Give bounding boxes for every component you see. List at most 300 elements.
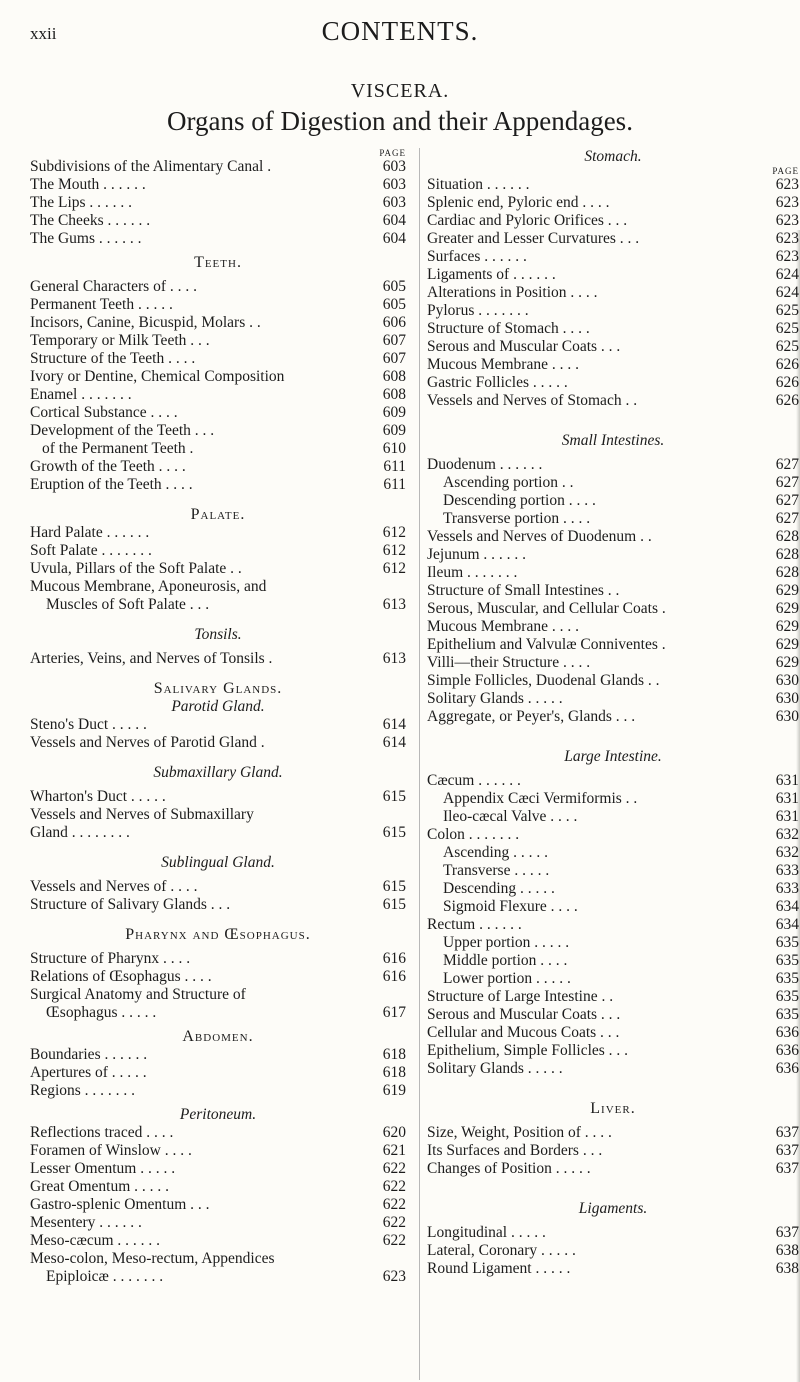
heading-tonsils: Tonsils. bbox=[194, 626, 242, 643]
page-label-right: PAGE bbox=[772, 166, 799, 176]
toc-entry bbox=[427, 708, 799, 726]
toc-entry-text: Eruption of the Teeth . . . . bbox=[30, 476, 193, 493]
toc-entry-text: Middle portion . . . . bbox=[443, 952, 568, 969]
heading-palate: Palate. bbox=[190, 506, 246, 523]
toc-entry-text: Incisors, Canine, Bicuspid, Molars . . bbox=[30, 314, 261, 331]
toc-entry-page: 637 bbox=[775, 1142, 799, 1159]
toc-entry-text: Mucous Membrane . . . . bbox=[427, 618, 579, 635]
toc-entry bbox=[30, 176, 406, 194]
toc-entry bbox=[427, 934, 799, 952]
toc-entry-text: Meso-colon, Meso-rectum, Appendices bbox=[30, 1250, 275, 1267]
toc-entry bbox=[30, 212, 406, 230]
toc-entry-page: 626 bbox=[775, 374, 799, 391]
toc-entry-text: Gastro-splenic Omentum . . . bbox=[30, 1196, 210, 1213]
toc-entry-page: 610 bbox=[382, 440, 406, 457]
toc-entry-text: The Mouth . . . . . . bbox=[30, 176, 146, 193]
toc-entry bbox=[427, 528, 799, 546]
toc-entry-page: 630 bbox=[775, 690, 799, 707]
toc-entry-page: 613 bbox=[382, 650, 406, 667]
toc-entry bbox=[30, 968, 406, 986]
toc-entry-page: 629 bbox=[775, 636, 799, 653]
toc-entry-text: Changes of Position . . . . . bbox=[427, 1160, 591, 1177]
toc-entry-page: 615 bbox=[382, 896, 406, 913]
toc-entry-text: Growth of the Teeth . . . . bbox=[30, 458, 186, 475]
toc-entry bbox=[427, 474, 799, 492]
right-column bbox=[427, 148, 799, 1278]
toc-entry-page: 608 bbox=[382, 368, 406, 385]
toc-entry-text: Descending . . . . . bbox=[443, 880, 555, 897]
toc-entry-text: Descending portion . . . . bbox=[443, 492, 596, 509]
toc-entry bbox=[427, 1042, 799, 1060]
toc-entry-text: The Gums . . . . . . bbox=[30, 230, 142, 247]
toc-entry bbox=[427, 826, 799, 844]
toc-entry bbox=[30, 368, 406, 386]
toc-entry bbox=[30, 560, 406, 578]
toc-entry-text: Solitary Glands . . . . . bbox=[427, 690, 563, 707]
toc-entry-page: 622 bbox=[382, 1178, 406, 1195]
toc-entry bbox=[427, 1160, 799, 1178]
toc-entry bbox=[30, 1004, 406, 1022]
toc-entry bbox=[427, 564, 799, 582]
toc-entry-page: 625 bbox=[775, 302, 799, 319]
toc-entry-page: 629 bbox=[775, 600, 799, 617]
toc-entry bbox=[427, 392, 799, 410]
toc-entry bbox=[427, 1142, 799, 1160]
toc-entry-text: Serous and Muscular Coats . . . bbox=[427, 1006, 621, 1023]
toc-entry-page: 614 bbox=[382, 734, 406, 751]
toc-entry-page: 637 bbox=[775, 1124, 799, 1141]
toc-entry bbox=[30, 578, 406, 596]
toc-entry bbox=[30, 278, 406, 296]
toc-entry bbox=[427, 1060, 799, 1078]
toc-entry-page: 623 bbox=[775, 230, 799, 247]
toc-entry-page: 623 bbox=[775, 248, 799, 265]
toc-entry-text: Wharton's Duct . . . . . bbox=[30, 788, 166, 805]
toc-entry-text: Round Ligament . . . . . bbox=[427, 1260, 571, 1277]
toc-entry-page: 629 bbox=[775, 654, 799, 671]
toc-entry-page: 616 bbox=[382, 968, 406, 985]
palate-group bbox=[30, 524, 406, 614]
heading-submaxillary-gland: Submaxillary Gland. bbox=[153, 764, 283, 781]
salivary-group bbox=[30, 716, 406, 752]
toc-entry-page: 635 bbox=[775, 934, 799, 951]
toc-entry-page: 635 bbox=[775, 988, 799, 1005]
small-intestines-group bbox=[427, 456, 799, 726]
teeth-group bbox=[30, 278, 406, 494]
toc-entry bbox=[30, 950, 406, 968]
toc-entry-page: 615 bbox=[382, 878, 406, 895]
toc-entry bbox=[427, 176, 799, 194]
liver-group bbox=[427, 1124, 799, 1178]
toc-entry-page: 631 bbox=[775, 772, 799, 789]
toc-entry bbox=[427, 1224, 799, 1242]
toc-entry-text: The Cheeks . . . . . . bbox=[30, 212, 151, 229]
toc-entry-page: 607 bbox=[382, 350, 406, 367]
toc-entry-text: Ascending . . . . . bbox=[443, 844, 549, 861]
page-title: CONTENTS. bbox=[321, 16, 479, 46]
large-intestine-group bbox=[427, 772, 799, 1078]
submaxillary-group bbox=[30, 788, 406, 842]
toc-entry bbox=[30, 476, 406, 494]
toc-entry bbox=[30, 986, 406, 1004]
toc-entry bbox=[427, 772, 799, 790]
toc-entry bbox=[427, 1260, 799, 1278]
toc-entry-text: Ivory or Dentine, Chemical Composition bbox=[30, 368, 285, 385]
toc-entry bbox=[427, 970, 799, 988]
toc-entry-page: 628 bbox=[775, 546, 799, 563]
heading-peritoneum: Peritoneum. bbox=[179, 1106, 257, 1123]
heading-salivary-glands: Salivary Glands. bbox=[153, 680, 283, 697]
toc-entry bbox=[30, 1178, 406, 1196]
toc-entry-page: 637 bbox=[775, 1160, 799, 1177]
toc-entry-text: Gland . . . . . . . . bbox=[30, 824, 130, 841]
toc-entry-text: Surgical Anatomy and Structure of bbox=[30, 986, 246, 1003]
toc-entry-text: Serous, Muscular, and Cellular Coats . bbox=[427, 600, 666, 617]
toc-entry-text: Lateral, Coronary . . . . . bbox=[427, 1242, 576, 1259]
toc-entry-page: 627 bbox=[775, 510, 799, 527]
toc-entry-page: 605 bbox=[382, 296, 406, 313]
toc-entry bbox=[30, 194, 406, 212]
toc-entry bbox=[30, 314, 406, 332]
toc-entry-text: Villi—their Structure . . . . bbox=[427, 654, 591, 671]
toc-entry-text: Situation . . . . . . bbox=[427, 176, 530, 193]
toc-entry-page: 622 bbox=[382, 1214, 406, 1231]
toc-entry-page: 633 bbox=[775, 880, 799, 897]
toc-entry-page: 638 bbox=[775, 1242, 799, 1259]
toc-entry-text: The Lips . . . . . . bbox=[30, 194, 133, 211]
tonsils-group bbox=[30, 650, 406, 668]
toc-entry-page: 630 bbox=[775, 708, 799, 725]
toc-entry-page: 627 bbox=[775, 474, 799, 491]
toc-entry-text: Regions . . . . . . . bbox=[30, 1082, 136, 1099]
toc-entry-page: 603 bbox=[382, 158, 406, 175]
toc-entry-text: Simple Follicles, Duodenal Glands . . bbox=[427, 672, 660, 689]
toc-entry-text: Vessels and Nerves of Stomach . . bbox=[427, 392, 638, 409]
toc-entry-text: Structure of the Teeth . . . . bbox=[30, 350, 196, 367]
toc-entry bbox=[427, 1242, 799, 1260]
toc-entry-text: General Characters of . . . . bbox=[30, 278, 197, 295]
toc-entry-text: Colon . . . . . . . bbox=[427, 826, 520, 843]
toc-entry-page: 626 bbox=[775, 392, 799, 409]
toc-entry-text: Rectum . . . . . . bbox=[427, 916, 522, 933]
left-column bbox=[30, 148, 406, 1286]
toc-entry-page: 605 bbox=[382, 278, 406, 295]
toc-entry bbox=[30, 896, 406, 914]
toc-entry-page: 615 bbox=[382, 788, 406, 805]
toc-entry-text: Muscles of Soft Palate . . . bbox=[46, 596, 210, 613]
toc-entry-text: Appendix Cæci Vermiformis . . bbox=[443, 790, 638, 807]
toc-entry-page: 611 bbox=[383, 476, 406, 493]
peritoneum-group bbox=[30, 1124, 406, 1286]
toc-entry bbox=[30, 386, 406, 404]
toc-entry bbox=[30, 1082, 406, 1100]
toc-entry-text: Vessels and Nerves of Submaxillary bbox=[30, 806, 254, 823]
heading-small-intestines: Small Intestines. bbox=[561, 432, 665, 449]
toc-entry-text: Ligaments of . . . . . . bbox=[427, 266, 556, 283]
toc-entry-text: Ascending portion . . bbox=[443, 474, 574, 491]
toc-entry bbox=[427, 790, 799, 808]
toc-entry-text: Structure of Stomach . . . . bbox=[427, 320, 590, 337]
toc-entry-text: Serous and Muscular Coats . . . bbox=[427, 338, 621, 355]
toc-entry bbox=[30, 440, 406, 458]
toc-entry bbox=[427, 582, 799, 600]
toc-entry-text: Jejunum . . . . . . bbox=[427, 546, 527, 563]
toc-entry-page: 618 bbox=[382, 1046, 406, 1063]
toc-entry-page: 607 bbox=[382, 332, 406, 349]
toc-entry-page: 604 bbox=[382, 212, 406, 229]
toc-entry-page: 625 bbox=[775, 320, 799, 337]
toc-entry bbox=[30, 158, 406, 176]
toc-entry bbox=[427, 618, 799, 636]
toc-entry bbox=[427, 654, 799, 672]
toc-entry-text: Solitary Glands . . . . . bbox=[427, 1060, 563, 1077]
toc-entry bbox=[427, 690, 799, 708]
toc-entry bbox=[427, 212, 799, 230]
toc-entry bbox=[30, 734, 406, 752]
toc-entry bbox=[30, 1064, 406, 1082]
toc-entry bbox=[30, 596, 406, 614]
toc-entry-page: 612 bbox=[382, 524, 406, 541]
toc-entry-text: Reflections traced . . . . bbox=[30, 1124, 174, 1141]
toc-entry bbox=[427, 374, 799, 392]
toc-entry-page: 627 bbox=[775, 456, 799, 473]
toc-entry bbox=[30, 716, 406, 734]
toc-entry-page: 617 bbox=[382, 1004, 406, 1021]
toc-entry bbox=[30, 824, 406, 842]
running-head bbox=[0, 2, 800, 52]
toc-entry bbox=[30, 458, 406, 476]
toc-entry-page: 619 bbox=[382, 1082, 406, 1099]
toc-entry-text: Mucous Membrane, Aponeurosis, and bbox=[30, 578, 267, 595]
toc-entry-text: Transverse . . . . . bbox=[443, 862, 550, 879]
toc-entry-page: 631 bbox=[775, 808, 799, 825]
toc-entry-page: 612 bbox=[382, 560, 406, 577]
toc-entry-page: 637 bbox=[775, 1224, 799, 1241]
toc-entry-text: Vessels and Nerves of Duodenum . . bbox=[427, 528, 652, 545]
toc-entry-page: 609 bbox=[382, 422, 406, 439]
toc-entry bbox=[427, 1124, 799, 1142]
toc-entry-text: Cellular and Mucous Coats . . . bbox=[427, 1024, 620, 1041]
toc-entry-page: 638 bbox=[775, 1260, 799, 1277]
toc-entry-text: Great Omentum . . . . . bbox=[30, 1178, 170, 1195]
toc-entry bbox=[30, 332, 406, 350]
toc-entry-page: 623 bbox=[775, 212, 799, 229]
toc-entry-page: 606 bbox=[382, 314, 406, 331]
toc-entry-page: 613 bbox=[382, 596, 406, 613]
toc-entry-page: 621 bbox=[382, 1142, 406, 1159]
toc-entry bbox=[427, 844, 799, 862]
toc-entry-page: 623 bbox=[775, 194, 799, 211]
heading-teeth: Teeth. bbox=[194, 254, 242, 271]
toc-entry-page: 629 bbox=[775, 582, 799, 599]
toc-entry-text: Steno's Duct . . . . . bbox=[30, 716, 147, 733]
ligaments-group bbox=[427, 1224, 799, 1278]
toc-entry bbox=[30, 542, 406, 560]
toc-entry-page: 631 bbox=[775, 790, 799, 807]
toc-entry-text: Upper portion . . . . . bbox=[443, 934, 570, 951]
toc-entry bbox=[427, 952, 799, 970]
toc-entry-text: Relations of Œsophagus . . . . bbox=[30, 968, 212, 985]
heading-large-intestine: Large Intestine. bbox=[564, 748, 662, 765]
toc-entry-page: 623 bbox=[382, 1268, 406, 1285]
toc-entry-text: Temporary or Milk Teeth . . . bbox=[30, 332, 210, 349]
toc-entry-text: Meso-cæcum . . . . . . bbox=[30, 1232, 161, 1249]
toc-entry bbox=[427, 266, 799, 284]
toc-entry-text: Duodenum . . . . . . bbox=[427, 456, 543, 473]
toc-entry-text: Enamel . . . . . . . bbox=[30, 386, 132, 403]
toc-entry bbox=[30, 1046, 406, 1064]
toc-entry-text: Longitudinal . . . . . bbox=[427, 1224, 546, 1241]
toc-entry bbox=[427, 1006, 799, 1024]
toc-entry bbox=[30, 1250, 406, 1268]
toc-entry bbox=[30, 878, 406, 896]
toc-entry-page: 622 bbox=[382, 1160, 406, 1177]
toc-entry-page: 627 bbox=[775, 492, 799, 509]
toc-entry bbox=[427, 916, 799, 934]
toc-entry-text: Structure of Small Intestines . . bbox=[427, 582, 620, 599]
toc-entry bbox=[427, 338, 799, 356]
abdomen-group bbox=[30, 1046, 406, 1100]
toc-entry-page bbox=[374, 806, 406, 824]
toc-entry-text: Size, Weight, Position of . . . . bbox=[427, 1124, 612, 1141]
toc-entry-text: Surfaces . . . . . . bbox=[427, 248, 527, 265]
toc-entry-text: Cardiac and Pyloric Orifices . . . bbox=[427, 212, 628, 229]
toc-entry-page bbox=[374, 986, 406, 1004]
toc-entry-text: Structure of Large Intestine . . bbox=[427, 988, 614, 1005]
toc-entry-text: Vessels and Nerves of . . . . bbox=[30, 878, 198, 895]
toc-entry bbox=[30, 788, 406, 806]
toc-entry-text: Vessels and Nerves of Parotid Gland . bbox=[30, 734, 265, 751]
toc-entry-text: Lower portion . . . . . bbox=[443, 970, 571, 987]
toc-entry bbox=[427, 808, 799, 826]
toc-entry-text: Alterations in Position . . . . bbox=[427, 284, 598, 301]
toc-entry-page: 626 bbox=[775, 356, 799, 373]
toc-entry bbox=[427, 302, 799, 320]
toc-entry-text: Hard Palate . . . . . . bbox=[30, 524, 150, 541]
toc-entry bbox=[30, 1268, 406, 1286]
toc-entry-page: 622 bbox=[382, 1196, 406, 1213]
toc-entry-page: 636 bbox=[775, 1060, 799, 1077]
toc-entry-page: 636 bbox=[775, 1042, 799, 1059]
toc-entry-text: Cæcum . . . . . . bbox=[427, 772, 521, 789]
sublingual-group bbox=[30, 878, 406, 914]
toc-entry bbox=[30, 1160, 406, 1178]
toc-entry bbox=[30, 404, 406, 422]
heading-stomach: Stomach. bbox=[584, 148, 642, 165]
toc-entry-text: Development of the Teeth . . . bbox=[30, 422, 215, 439]
toc-entry-text: Sigmoid Flexure . . . . bbox=[443, 898, 578, 915]
toc-entry-page: 623 bbox=[775, 176, 799, 193]
toc-entry bbox=[30, 524, 406, 542]
toc-entry-text: Boundaries . . . . . . bbox=[30, 1046, 148, 1063]
toc-entry-page bbox=[374, 578, 406, 596]
toc-entry-page: 624 bbox=[775, 266, 799, 283]
intro-group bbox=[30, 158, 406, 248]
toc-entry bbox=[30, 1232, 406, 1250]
heading-sublingual-gland: Sublingual Gland. bbox=[161, 854, 275, 871]
toc-entry-page: 635 bbox=[775, 970, 799, 987]
toc-entry bbox=[30, 230, 406, 248]
toc-entry-page: 625 bbox=[775, 338, 799, 355]
toc-entry bbox=[427, 636, 799, 654]
toc-entry-page: 603 bbox=[382, 194, 406, 211]
heading-liver: Liver. bbox=[590, 1100, 636, 1117]
toc-entry-page: 632 bbox=[775, 844, 799, 861]
section-subtitle: Organs of Digestion and their Appendages. bbox=[167, 106, 633, 136]
toc-entry-text: Lesser Omentum . . . . . bbox=[30, 1160, 176, 1177]
toc-entry-page: 608 bbox=[382, 386, 406, 403]
section-title: VISCERA. bbox=[350, 80, 450, 102]
heading-ligaments: Ligaments. bbox=[578, 1200, 648, 1217]
toc-entry bbox=[427, 248, 799, 266]
toc-entry-page: 603 bbox=[382, 176, 406, 193]
toc-entry bbox=[427, 510, 799, 528]
toc-entry bbox=[427, 546, 799, 564]
toc-entry bbox=[427, 898, 799, 916]
toc-entry-text: Splenic end, Pyloric end . . . . bbox=[427, 194, 610, 211]
toc-entry-text: of the Permanent Teeth . bbox=[42, 440, 194, 457]
toc-entry bbox=[427, 1024, 799, 1042]
toc-entry bbox=[427, 862, 799, 880]
toc-entry-page: 636 bbox=[775, 1024, 799, 1041]
toc-entry bbox=[427, 320, 799, 338]
heading-pharynx-oesophagus: Pharynx and Œsophagus. bbox=[125, 926, 311, 943]
toc-entry-text: Subdivisions of the Alimentary Canal . bbox=[30, 158, 272, 175]
toc-entry-page: 614 bbox=[382, 716, 406, 733]
toc-entry-text: Transverse portion . . . . bbox=[443, 510, 591, 527]
toc-entry bbox=[30, 650, 406, 668]
toc-entry bbox=[30, 1196, 406, 1214]
toc-entry bbox=[427, 284, 799, 302]
toc-entry-text: Arteries, Veins, and Nerves of Tonsils . bbox=[30, 650, 273, 667]
toc-entry-page: 611 bbox=[383, 458, 406, 475]
toc-entry-text: Its Surfaces and Borders . . . bbox=[427, 1142, 603, 1159]
toc-entry-text: Aggregate, or Peyer's, Glands . . . bbox=[427, 708, 636, 725]
toc-entry-text: Gastric Follicles . . . . . bbox=[427, 374, 568, 391]
toc-entry bbox=[427, 230, 799, 248]
toc-entry-text: Mesentery . . . . . . bbox=[30, 1214, 142, 1231]
page-label: PAGE bbox=[379, 148, 406, 158]
toc-entry-page: 604 bbox=[382, 230, 406, 247]
toc-entry-text: Uvula, Pillars of the Soft Palate . . bbox=[30, 560, 242, 577]
stomach-group bbox=[427, 176, 799, 410]
heading-parotid-gland: Parotid Gland. bbox=[171, 698, 265, 715]
toc-entry-page: 622 bbox=[382, 1232, 406, 1249]
toc-entry bbox=[30, 806, 406, 824]
toc-entry-text: Permanent Teeth . . . . . bbox=[30, 296, 173, 313]
toc-entry-text: Greater and Lesser Curvatures . . . bbox=[427, 230, 640, 247]
toc-entry-page: 628 bbox=[775, 564, 799, 581]
toc-entry-text: Œsophagus . . . . . bbox=[46, 1004, 157, 1021]
toc-entry bbox=[427, 600, 799, 618]
toc-entry-page: 629 bbox=[775, 618, 799, 635]
toc-entry-text: Ileum . . . . . . . bbox=[427, 564, 518, 581]
page-number: xxii bbox=[30, 24, 57, 43]
toc-entry-text: Soft Palate . . . . . . . bbox=[30, 542, 152, 559]
toc-entry-text: Epiploicæ . . . . . . . bbox=[46, 1268, 164, 1285]
toc-entry-text: Pylorus . . . . . . . bbox=[427, 302, 529, 319]
toc-entry bbox=[30, 1142, 406, 1160]
toc-entry bbox=[30, 296, 406, 314]
toc-entry bbox=[30, 422, 406, 440]
toc-entry-text: Structure of Salivary Glands . . . bbox=[30, 896, 231, 913]
toc-entry bbox=[427, 492, 799, 510]
toc-entry-text: Mucous Membrane . . . . bbox=[427, 356, 579, 373]
toc-entry-text: Foramen of Winslow . . . . bbox=[30, 1142, 192, 1159]
toc-entry bbox=[427, 672, 799, 690]
toc-entry bbox=[30, 1214, 406, 1232]
toc-entry-text: Ileo-cæcal Valve . . . . bbox=[443, 808, 578, 825]
